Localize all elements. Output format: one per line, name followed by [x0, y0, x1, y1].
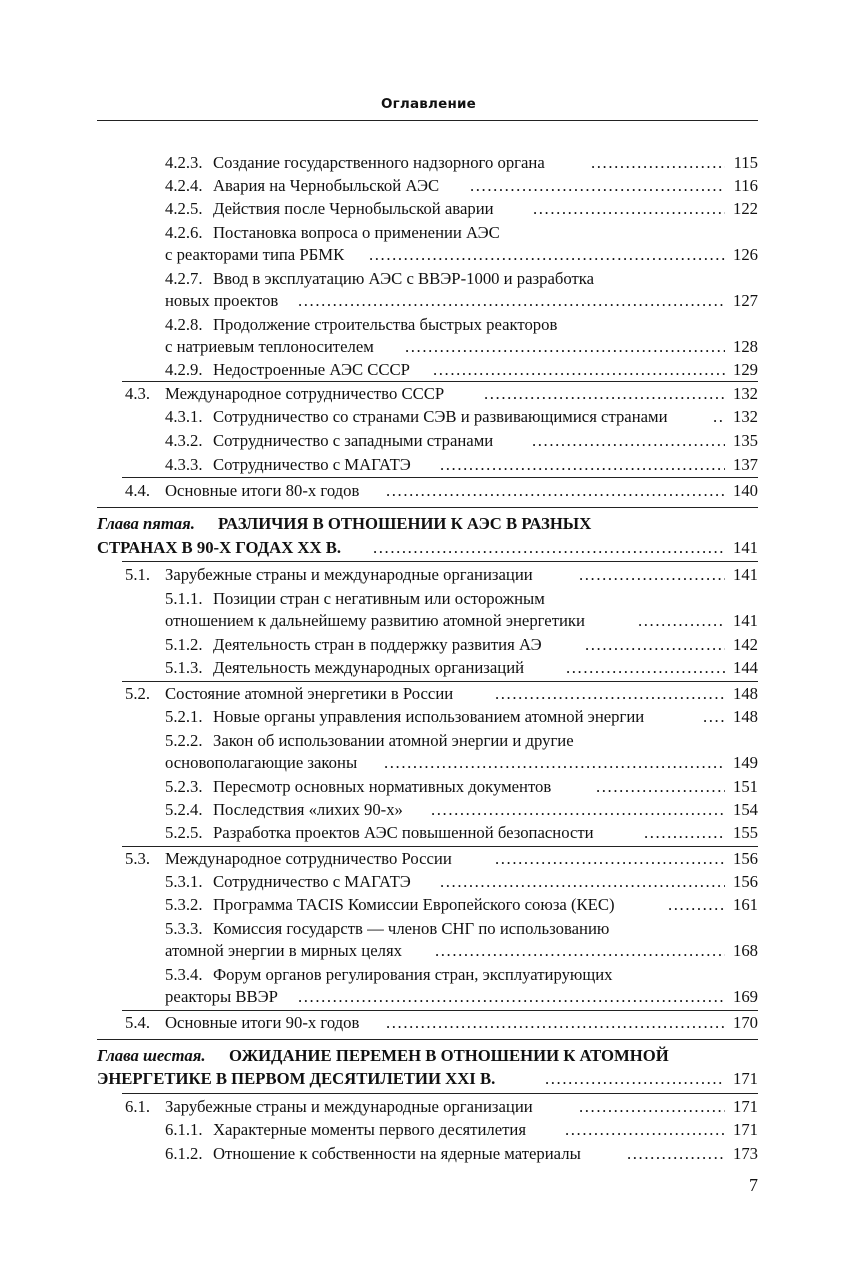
toc-entry[interactable]: [0, 963, 857, 986]
page-number: 171: [732, 1069, 758, 1088]
entry-number: 5.1.2.: [165, 635, 203, 654]
entry-number: 4.3.2.: [165, 431, 203, 450]
entry-number: 4.2.4.: [165, 176, 203, 195]
entry-title-cont: с натриевым теплоносителем: [165, 337, 374, 356]
toc-entry[interactable]: [0, 267, 857, 290]
entry-number: 6.1.1.: [165, 1120, 203, 1139]
section-separator: [122, 477, 758, 478]
page-number: 154: [732, 800, 758, 819]
dot-leader: [384, 751, 725, 774]
toc-entry-continuation[interactable]: [0, 335, 857, 358]
chapter-title: РАЗЛИЧИЯ В ОТНОШЕНИИ К АЭС В РАЗНЫХ: [218, 514, 592, 533]
toc-entry[interactable]: [0, 151, 857, 174]
toc-entry[interactable]: [0, 174, 857, 197]
chapter-title: ОЖИДАНИЕ ПЕРЕМЕН В ОТНОШЕНИИ К АТОМНОЙ: [229, 1046, 669, 1065]
chapter-separator: [97, 507, 758, 508]
dot-leader: [668, 893, 725, 916]
dot-leader: [638, 609, 725, 632]
section-separator: [122, 1093, 758, 1094]
entry-title: Авария на Чернобыльской АЭС: [213, 176, 440, 195]
page-number: 169: [732, 987, 758, 1006]
dot-leader: [386, 479, 725, 502]
toc-entry[interactable]: [0, 656, 857, 679]
entry-title-cont: реакторы ВВЭР: [165, 987, 278, 1006]
toc-entry[interactable]: [0, 358, 857, 381]
page-number: 142: [732, 635, 758, 654]
entry-number: 5.1.1.: [165, 589, 203, 608]
dot-leader: [579, 1095, 725, 1118]
page-folio: 7: [749, 1175, 758, 1195]
entry-title: Основные итоги 90-х годов: [165, 1013, 360, 1032]
toc-entry[interactable]: [0, 1118, 857, 1141]
entry-number: 5.3.1.: [165, 872, 203, 891]
toc-entry-continuation[interactable]: [0, 939, 857, 962]
dot-leader: [298, 289, 725, 312]
dot-leader: [405, 335, 725, 358]
page-number: 132: [732, 384, 758, 403]
entry-title: Создание государственного надзорного органа: [213, 153, 545, 172]
toc-entry-continuation[interactable]: [0, 609, 857, 632]
chapter-heading[interactable]: [0, 1044, 857, 1067]
toc-entry[interactable]: [0, 729, 857, 752]
dot-leader: [435, 939, 725, 962]
entry-number: 4.2.5.: [165, 199, 203, 218]
dot-leader: [369, 243, 725, 266]
toc-entry[interactable]: [0, 382, 857, 405]
toc-entry[interactable]: [0, 847, 857, 870]
page-number: 171: [732, 1097, 758, 1116]
chapter-title-cont: ЭНЕРГЕТИКЕ В ПЕРВОМ ДЕСЯТИЛЕТИИ XXI В.: [97, 1069, 496, 1088]
toc-entry[interactable]: [0, 893, 857, 916]
dot-leader: [545, 1067, 725, 1090]
dot-leader: [386, 1011, 725, 1034]
entry-title: Форум органов регулирования стран, эксплуатирующих: [213, 965, 613, 984]
entry-number: 5.1.: [125, 565, 151, 584]
dot-leader: [644, 821, 725, 844]
page-number: 115: [733, 153, 758, 172]
entry-number: 4.2.9.: [165, 360, 203, 379]
entry-title: Недостроенные АЭС СССР: [213, 360, 410, 379]
entry-title: Сотрудничество с МАГАТЭ: [213, 455, 411, 474]
page-number: 161: [732, 895, 758, 914]
dot-leader: [298, 985, 725, 1008]
entry-title-cont: атомной энергии в мирных целях: [165, 941, 402, 960]
entry-title: Международное сотрудничество России: [165, 849, 452, 868]
page-number: 137: [732, 455, 758, 474]
entry-title: Программа TACIS Комиссии Европейского союза (КЕС): [213, 895, 615, 914]
entry-title: Отношение к собственности на ядерные материалы: [213, 1144, 581, 1163]
entry-number: 4.3.3.: [165, 455, 203, 474]
entry-number: 4.2.7.: [165, 269, 203, 288]
page-number: 140: [732, 481, 758, 500]
toc-entry[interactable]: [0, 682, 857, 705]
entry-title: Позиции стран с негативным или осторожным: [213, 589, 545, 608]
entry-number: 5.2.2.: [165, 731, 203, 750]
toc-entry[interactable]: [0, 870, 857, 893]
page-number: 148: [732, 684, 758, 703]
dot-leader: [433, 358, 725, 381]
chapter-label: Глава шестая.: [97, 1046, 206, 1065]
toc-entry[interactable]: [0, 917, 857, 940]
toc-entry[interactable]: [0, 563, 857, 586]
page-number: 155: [732, 823, 758, 842]
dot-leader: [440, 870, 725, 893]
chapter-heading-continuation[interactable]: [0, 1067, 857, 1090]
entry-number: 5.4.: [125, 1013, 151, 1032]
entry-title: Действия после Чернобыльской аварии: [213, 199, 494, 218]
page-number: 168: [732, 941, 758, 960]
entry-number: 6.1.: [125, 1097, 151, 1116]
page-number: 132: [732, 407, 758, 426]
entry-title: Комиссия государств — членов СНГ по использованию: [213, 919, 610, 938]
toc-entry[interactable]: [0, 821, 857, 844]
dot-leader: [440, 453, 725, 476]
dot-leader: [566, 656, 725, 679]
section-separator: [122, 561, 758, 562]
entry-number: 5.2.4.: [165, 800, 203, 819]
entry-title: Разработка проектов АЭС повышенной безопасности: [213, 823, 594, 842]
toc-entry-continuation[interactable]: [0, 243, 857, 266]
entry-number: 5.1.3.: [165, 658, 203, 677]
dot-leader: [495, 847, 725, 870]
dot-leader: [579, 563, 725, 586]
toc-entry[interactable]: [0, 197, 857, 220]
chapter-separator: [97, 1039, 758, 1040]
entry-number: 5.2.3.: [165, 777, 203, 796]
entry-title: Деятельность стран в поддержку развития АЭ: [213, 635, 542, 654]
page-number: 141: [732, 538, 758, 557]
entry-title: Зарубежные страны и международные организации: [165, 1097, 533, 1116]
dot-leader: [703, 705, 725, 728]
chapter-label: Глава пятая.: [97, 514, 195, 533]
entry-number: 5.3.4.: [165, 965, 203, 984]
toc-entry[interactable]: [0, 453, 857, 476]
entry-title: Новые органы управления использованием атомной энергии: [213, 707, 645, 726]
entry-title: Основные итоги 80-х годов: [165, 481, 360, 500]
entry-number: 4.3.1.: [165, 407, 203, 426]
entry-title: Пересмотр основных нормативных документов: [213, 777, 552, 796]
page-number: 135: [732, 431, 758, 450]
entry-title: Последствия «лихих 90-х»: [213, 800, 403, 819]
chapter-title-cont: СТРАНАХ В 90-Х ГОДАХ XX В.: [97, 538, 341, 557]
entry-title: Характерные моменты первого десятилетия: [213, 1120, 527, 1139]
page-number: 128: [732, 337, 758, 356]
toc-entry[interactable]: [0, 798, 857, 821]
dot-leader: [585, 633, 725, 656]
toc-entry[interactable]: [0, 1095, 857, 1118]
toc-entry[interactable]: [0, 1011, 857, 1034]
entry-title: Ввод в эксплуатацию АЭС с ВВЭР-1000 и разработка: [213, 269, 595, 288]
entry-number: 5.2.: [125, 684, 151, 703]
page-number: 129: [732, 360, 758, 379]
entry-title: Сотрудничество с МАГАТЭ: [213, 872, 411, 891]
dot-leader: [565, 1118, 725, 1141]
entry-number: 5.3.3.: [165, 919, 203, 938]
page-number: 148: [732, 707, 758, 726]
page-number: 173: [732, 1144, 758, 1163]
page-number: 116: [733, 176, 758, 195]
entry-title-cont: отношением к дальнейшему развитию атомной энергетики: [165, 611, 585, 630]
page-number: 171: [732, 1120, 758, 1139]
entry-title: Постановка вопроса о применении АЭС: [213, 223, 500, 242]
page-number: 126: [732, 245, 758, 264]
dot-leader: [533, 197, 725, 220]
page-number: 151: [732, 777, 758, 796]
page-number: 141: [732, 565, 758, 584]
toc-entry-continuation[interactable]: [0, 985, 857, 1008]
toc-entry[interactable]: [0, 587, 857, 610]
entry-number: 4.2.8.: [165, 315, 203, 334]
toc-entry[interactable]: [0, 221, 857, 244]
entry-title: Сотрудничество с западными странами: [213, 431, 494, 450]
chapter-heading[interactable]: [0, 512, 857, 535]
entry-title: Зарубежные страны и международные организации: [165, 565, 533, 584]
page-number: 170: [732, 1013, 758, 1032]
running-header: Оглавление: [380, 96, 477, 112]
entry-title: Состояние атомной энергетики в России: [165, 684, 454, 703]
entry-number: 5.3.: [125, 849, 151, 868]
dot-leader: [431, 798, 725, 821]
entry-number: 5.3.2.: [165, 895, 203, 914]
chapter-heading-continuation[interactable]: [0, 536, 857, 559]
entry-title: Продолжение строительства быстрых реакторов: [213, 315, 558, 334]
header-rule: [97, 120, 758, 121]
entry-number: 5.2.1.: [165, 707, 203, 726]
page-number: 156: [732, 849, 758, 868]
entry-title: Деятельность международных организаций: [213, 658, 525, 677]
page-number: 127: [732, 291, 758, 310]
entry-title-cont: новых проектов: [165, 291, 279, 310]
toc-entry[interactable]: [0, 429, 857, 452]
dot-leader: [484, 382, 725, 405]
toc-entry[interactable]: [0, 479, 857, 502]
toc-entry[interactable]: [0, 775, 857, 798]
dot-leader: [713, 405, 725, 428]
entry-title: Закон об использовании атомной энергии и другие: [213, 731, 574, 750]
dot-leader: [591, 151, 725, 174]
toc-entry[interactable]: [0, 405, 857, 428]
dot-leader: [532, 429, 725, 452]
toc-entry[interactable]: [0, 633, 857, 656]
entry-title: Сотрудничество со странами СЭВ и развивающимися странами: [213, 407, 668, 426]
entry-number: 4.3.: [125, 384, 151, 403]
page-number: 156: [732, 872, 758, 891]
entry-number: 6.1.2.: [165, 1144, 203, 1163]
toc-entry-continuation[interactable]: [0, 289, 857, 312]
dot-leader: [627, 1142, 725, 1165]
page-number: 141: [732, 611, 758, 630]
entry-number: 4.4.: [125, 481, 151, 500]
dot-leader: [596, 775, 725, 798]
page-number: 149: [732, 753, 758, 772]
page-number: 122: [732, 199, 758, 218]
dot-leader: [495, 682, 725, 705]
entry-title-cont: основополагающие законы: [165, 753, 358, 772]
entry-number: 4.2.3.: [165, 153, 203, 172]
toc-entry-continuation[interactable]: [0, 751, 857, 774]
toc-entry[interactable]: [0, 705, 857, 728]
entry-number: 5.2.5.: [165, 823, 203, 842]
dot-leader: [470, 174, 725, 197]
page-number: 144: [732, 658, 758, 677]
entry-title: Международное сотрудничество СССР: [165, 384, 445, 403]
toc-entry[interactable]: [0, 1142, 857, 1165]
dot-leader: [373, 536, 725, 559]
entry-title-cont: с реакторами типа РБМК: [165, 245, 345, 264]
toc-entry[interactable]: [0, 313, 857, 336]
entry-number: 4.2.6.: [165, 223, 203, 242]
